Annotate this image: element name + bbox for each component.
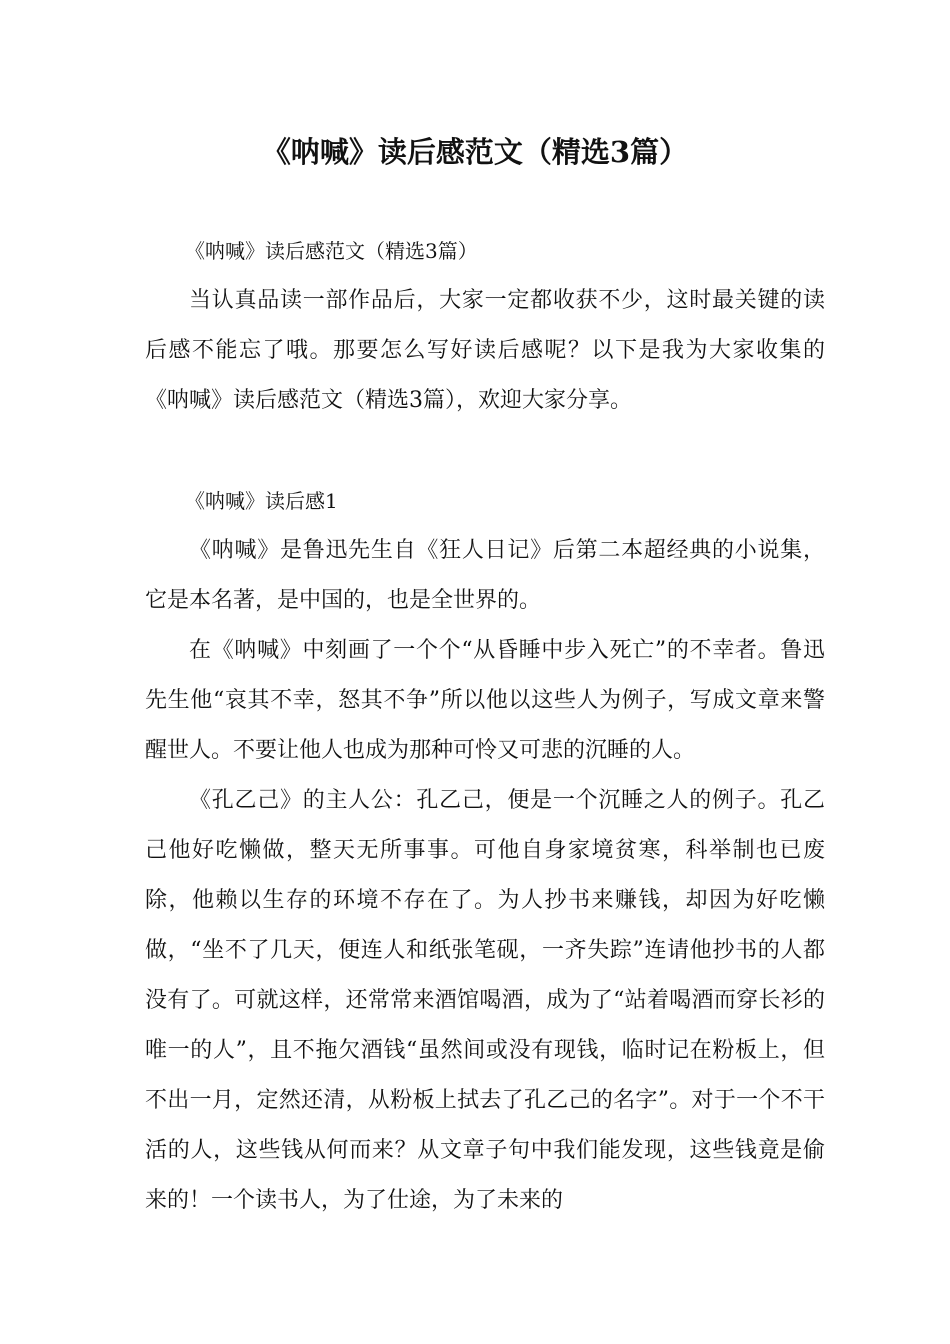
body-paragraph: 《呐喊》是鲁迅先生自《狂人日记》后第二本超经典的小说集，它是本名著，是中国的，也是全世界的。 <box>145 538 825 613</box>
body-paragraph: 《孔乙己》的主人公：孔乙己，便是一个沉睡之人的例子。孔乙己他好吃懒做，整天无所事事。可他自身家境贫寒，科举制也已废除，他赖以生存的环境不存在了。为人抄书来赚钱，却因为好吃懒做，“坐不了几天，便连人和纸张笔砚，一齐失踪”连请他抄书的人都没有了。可就这样，还常常来酒馆喝酒，成为了“站着喝酒而穿长衫的唯一的人”，且不拖欠酒钱“虽然间或没有现钱，临时记在粉板上，但不出一月，定然还清，从粉板上拭去了孔乙己的名字”。对于一个不干活的人，这些钱从何而来？从文章子句中我们能发现，这些钱竟是偷来的！一个读书人，为了仕途，为了未来的 <box>145 788 825 1213</box>
subtitle-paragraph: 《呐喊》读后感范文（精选3篇） <box>185 239 478 263</box>
document-body <box>145 226 825 1226</box>
section-heading: 《呐喊》读后感1 <box>185 489 338 513</box>
document-title: 《呐喊》读后感范文（精选3篇） <box>261 135 689 169</box>
intro-paragraph: 当认真品读一部作品后，大家一定都收获不少，这时最关键的读后感不能忘了哦。那要怎么写好读后感呢？以下是我为大家收集的《呐喊》读后感范文（精选3篇），欢迎大家分享。 <box>145 288 825 413</box>
body-paragraph: 在《呐喊》中刻画了一个个“从昏睡中步入死亡”的不幸者。鲁迅先生他“哀其不幸，怒其不争”所以他以这些人为例子，写成文章来警醒世人。不要让他人也成为那种可怜又可悲的沉睡的人。 <box>145 638 825 763</box>
